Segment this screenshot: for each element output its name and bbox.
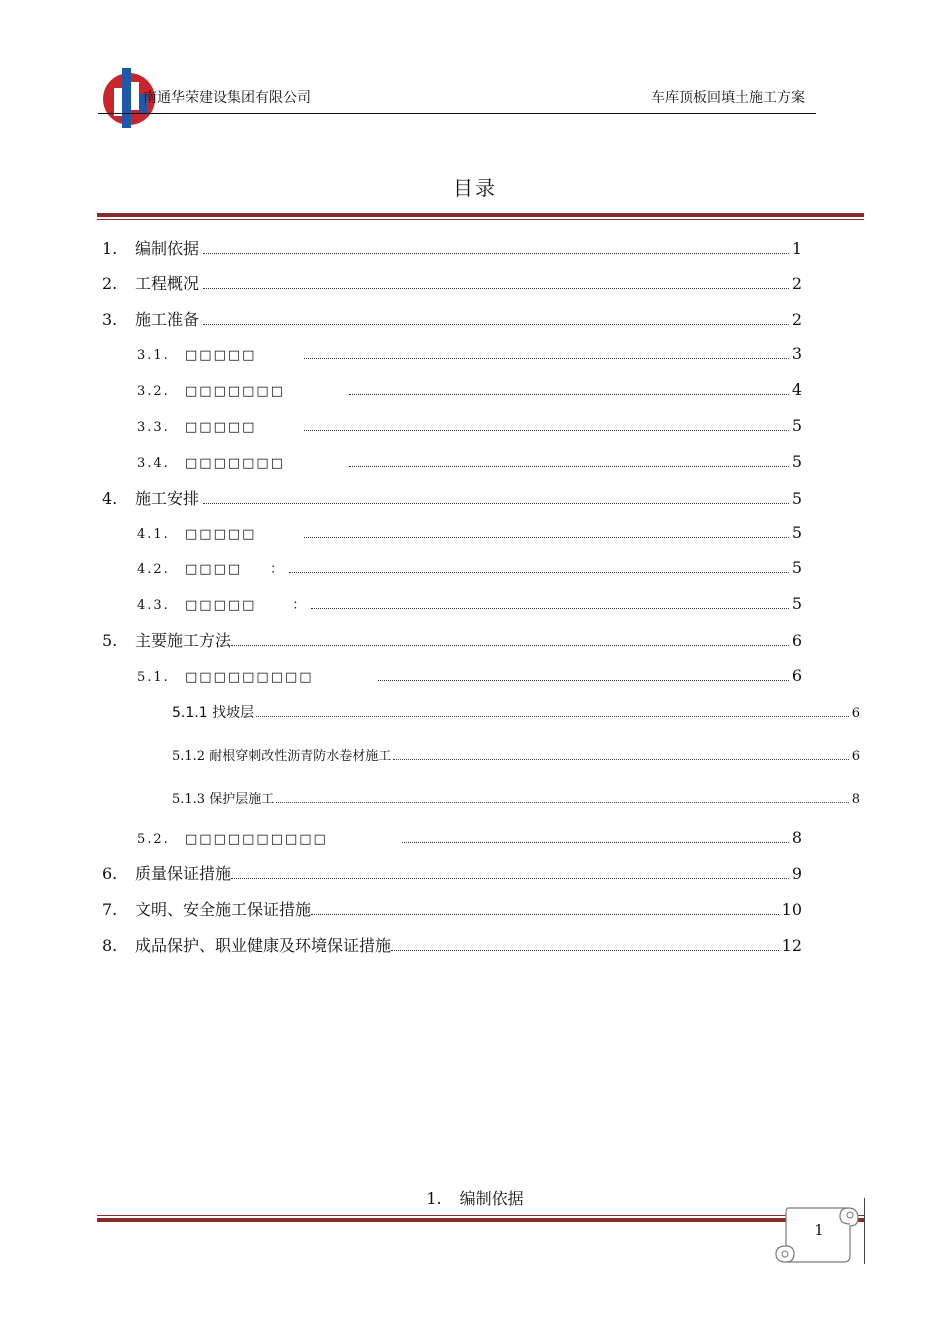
toc-entry-number: 5.1. xyxy=(137,670,170,685)
toc-entry-text: □□□□□ xyxy=(185,598,257,613)
section-heading-text: 编制依据 xyxy=(459,1189,524,1208)
toc-leader-dots xyxy=(289,572,789,573)
toc-subentry[interactable] xyxy=(137,666,802,685)
toc-leader-dots xyxy=(311,914,779,915)
toc-entry-text: □□□□□□□□□□ xyxy=(185,832,328,847)
toc-entry-page: 2 xyxy=(791,274,802,293)
toc-entry-number: 3.2. xyxy=(137,384,170,399)
toc-entry-text: □□□□□□□ xyxy=(185,384,285,399)
footer-page-number: 1 xyxy=(814,1221,824,1239)
section-heading-number: 1. xyxy=(426,1189,442,1208)
toc-entry[interactable] xyxy=(102,307,802,330)
toc-entry-page: 6 xyxy=(851,749,860,764)
toc-entry-page: 5 xyxy=(791,558,802,577)
toc-entry-text: 主要施工方法 xyxy=(135,631,232,650)
toc-entry-number: 4.3. xyxy=(137,598,170,613)
toc-entry-text: □□□□□ xyxy=(185,348,257,363)
toc-entry-page: 5 xyxy=(791,523,802,542)
toc-subsubentry[interactable] xyxy=(172,788,860,807)
toc-entry-page: 5 xyxy=(791,489,802,508)
toc-entry-text: □□□□□ xyxy=(185,420,257,435)
toc-entry-number: 4.1. xyxy=(137,527,170,542)
toc-subentry[interactable] xyxy=(137,594,802,613)
toc-leader-dots xyxy=(256,716,849,717)
toc-entry-suffix: ： xyxy=(292,598,308,613)
toc-entry-page: 6 xyxy=(791,631,802,650)
toc-entry-number: 3.4. xyxy=(137,456,170,471)
toc-entry-page: 5 xyxy=(791,416,802,435)
toc-entry-number: 5. xyxy=(102,631,118,650)
toc-entry-page: 12 xyxy=(781,936,802,955)
toc-entry-number: 6. xyxy=(102,864,118,883)
toc-entry[interactable] xyxy=(102,236,802,259)
toc-entry[interactable] xyxy=(102,897,802,920)
toc-entry-text: 文明、安全施工保证措施 xyxy=(135,900,312,919)
toc-leader-dots xyxy=(304,430,788,431)
toc-leader-dots xyxy=(402,842,789,843)
toc-entry[interactable] xyxy=(102,486,802,509)
toc-entry-page: 8 xyxy=(851,792,860,807)
toc-entry-text: □□□□□ xyxy=(185,527,257,542)
toc-entry-text: 5.1.2 耐根穿刺改性沥青防水卷材施工 xyxy=(172,749,392,764)
toc-entry-page: 4 xyxy=(791,380,802,399)
toc-entry-text: 成品保护、职业健康及环境保证措施 xyxy=(135,936,392,955)
toc-entry-text: 编制依据 xyxy=(135,239,200,258)
toc-entry-text: □□□□□□□ xyxy=(185,456,285,471)
toc-entry-page: 6 xyxy=(851,706,860,721)
toc-leader-dots xyxy=(203,253,789,254)
footer-vertical-line xyxy=(864,1198,865,1264)
toc-entry-page: 9 xyxy=(791,864,802,883)
toc-leader-dots xyxy=(203,324,789,325)
toc-subentry[interactable] xyxy=(137,344,802,363)
toc-leader-dots xyxy=(393,759,849,760)
toc-entry-page: 10 xyxy=(781,900,802,919)
toc-entry[interactable] xyxy=(102,861,802,884)
toc-entry-text: 5.1.1 找坡层 xyxy=(172,705,255,721)
toc-entry-suffix: ： xyxy=(270,562,286,577)
toc-entry-text: 施工安排 xyxy=(135,489,200,508)
toc-leader-dots xyxy=(311,608,788,609)
footer-rule xyxy=(97,1215,864,1222)
toc-leader-dots xyxy=(203,288,789,289)
toc-title-rule xyxy=(97,213,864,220)
toc-entry-number: 7. xyxy=(102,900,118,919)
toc-entry-number: 8. xyxy=(102,936,118,955)
toc-entry-page: 2 xyxy=(791,310,802,329)
toc-entry-text: 施工准备 xyxy=(135,310,200,329)
toc-entry-page: 8 xyxy=(791,828,802,847)
toc-entry-number: 4.2. xyxy=(137,562,170,577)
toc-subentry[interactable] xyxy=(137,452,802,471)
toc-entry[interactable] xyxy=(102,271,802,294)
toc-subentry[interactable] xyxy=(137,828,802,847)
toc-entry-page: 5 xyxy=(791,452,802,471)
toc-entry-text: 质量保证措施 xyxy=(135,864,232,883)
toc-leader-dots xyxy=(304,537,788,538)
toc-leader-dots xyxy=(304,358,788,359)
toc-entry-text: □□□□ xyxy=(185,562,243,577)
header-company-name: 南通华荣建设集团有限公司 xyxy=(143,90,311,106)
toc-entry[interactable] xyxy=(102,628,802,651)
toc-subentry[interactable] xyxy=(137,416,802,435)
toc-subentry[interactable] xyxy=(137,523,802,542)
toc-leader-dots xyxy=(349,394,789,395)
toc-entry-page: 3 xyxy=(791,344,802,363)
header-divider xyxy=(98,113,816,114)
toc-entry-number: 4. xyxy=(102,489,118,508)
toc-leader-dots xyxy=(203,503,789,504)
toc-leader-dots xyxy=(231,645,789,646)
toc-entry-text: 5.1.3 保护层施工 xyxy=(172,792,275,807)
toc-entry-number: 3. xyxy=(102,310,118,329)
toc-subentry[interactable] xyxy=(137,380,802,399)
toc-entry-number: 3.3. xyxy=(137,420,170,435)
toc-entry-number: 5.2. xyxy=(137,832,170,847)
toc-leader-dots xyxy=(349,466,789,467)
toc-entry-page: 5 xyxy=(791,594,802,613)
toc-entry-page: 6 xyxy=(791,666,802,685)
toc-leader-dots xyxy=(391,950,779,951)
toc-entry[interactable] xyxy=(102,933,802,956)
toc-leader-dots xyxy=(276,802,849,803)
header-document-title: 车库顶板回填土施工方案 xyxy=(651,90,805,106)
toc-entry-number: 2. xyxy=(102,274,118,293)
toc-entry-number: 3.1. xyxy=(137,348,170,363)
toc-subsubentry[interactable] xyxy=(172,745,860,764)
toc-entry-text: 工程概况 xyxy=(135,274,200,293)
toc-leader-dots xyxy=(378,680,789,681)
toc-entry-page: 1 xyxy=(791,239,802,258)
toc-subsubentry[interactable] xyxy=(172,702,860,722)
toc-subentry[interactable] xyxy=(137,558,802,577)
toc-entry-number: 1. xyxy=(102,239,118,258)
toc-leader-dots xyxy=(231,878,789,879)
toc-entry-text: □□□□□□□□□ xyxy=(185,670,314,685)
toc-title: 目录 xyxy=(453,176,497,200)
